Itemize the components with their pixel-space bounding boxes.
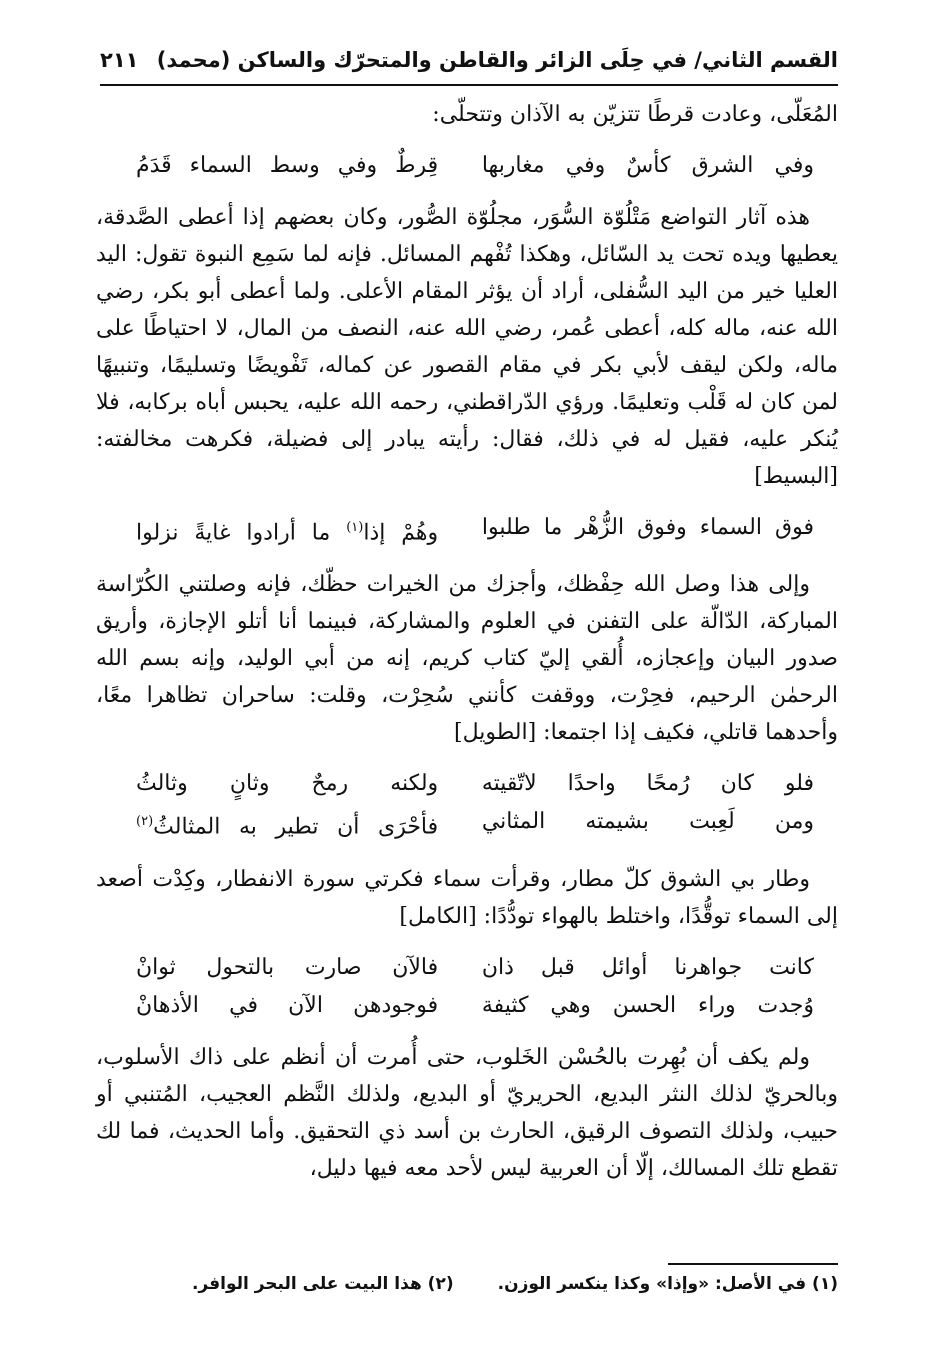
footnote-1: (١) في الأصل: «وإذا» وكذا ينكسر الوزن. [497, 1274, 838, 1294]
verse-block-1 [96, 147, 838, 185]
verse-hemistich-second [96, 803, 452, 846]
header-rule [100, 84, 838, 86]
footnote-marker-2: (٢) [136, 814, 154, 830]
verse-hemistich-first: وفي الشرق كأسٌ وفي مغاربها [481, 153, 814, 178]
paragraph-3: وإلى هذا وصل الله حِفْظك، وأجزك من الخيرات حظّك، فإنه وصلتني الكُرّاسة المباركة، الدّالّة على التفنن في العلوم والمشاركة، فبينما أنا أتلو الإجازة، وأريق صدور البيان وإعجازه، أُلقي إليّ كتاب كريم، إنه من أبي الوليد، وإنه بسم الله الرحمٰن الرحيم، فحِرْت، ووقفت كأنني سُحِرْت، وقلت: ساحران تظاهرا معًا، وأحدهما قاتلي، فكيف إذا اجتمعا: [الطويل] [96, 572, 838, 746]
verse-hemistich-first: فوق السماء وفوق الزُّهْر ما طلبوا [481, 515, 814, 540]
footnote-marker-1: (١) [346, 520, 364, 535]
footnote-2: (٢) هذا البيت على البحر الوافر. [191, 1274, 454, 1294]
paragraph-4: وطار بي الشوق كلّ مطار، وقرأت سماء فكرتي سورة الانفطار، وكِدْت أصعد إلى السماء توقُّدًا، واختلط بالهواء تودُّدًا: [الكامل] [96, 866, 838, 929]
verse-line [96, 987, 838, 1025]
verse-line [96, 803, 838, 846]
verse-block-3 [96, 765, 838, 846]
page-number: ٢١١ [100, 48, 139, 72]
verse-hemistich-second: قِرطٌ وفي وسط السماء قَدَمُ [136, 153, 439, 178]
footnote-rule [668, 1263, 838, 1265]
verse-line [96, 509, 838, 552]
verse-line [96, 147, 838, 185]
verse-hemistich-first: كانت جواهرنا أوائل قبل ذان [481, 954, 814, 980]
verse-line [96, 949, 838, 987]
paragraph-5: ولم يكف أن بُهِرت بالحُسْن الخَلوب، حتى أُمرت أن أنظم على ذاك الأسلوب، وبالحريّ لذلك النثر البديع، الحريريّ أو البديع، ولذلك النَّظم العجيب، المُتنبي أو حبيب، ولذلك التصوف الرقيق، الحارث بن أسد ذي التحقيق. وأما الحديث، فما لك تقطع تلك المسالك، إلّا أن العربية ليس لأحد معه فيها دليل، [96, 1044, 838, 1181]
verse-hemistich-first: فلو كان رُمحًا واحدًا لاتّقيته [481, 771, 814, 797]
header-title: القسم الثاني/ في حِلَى الزائر والقاطن والمتحرّك والساكن (محمد) [156, 48, 838, 72]
paragraph-2: هذه آثار التواضع مَتْلُوّة السُّوَر، مجلُوّة الصُّور، وكان بعضهم إذا أعطى الصَّدقة، يعطيها ويده تحت يد السّائل، وهكذا تُفْهم المسائل. فإنه لما سَمِع النبوة تقول: اليد العليا خير من اليد السُّفلى، أراد أن يؤثر المقام الأعلى. ولما أعطى أبو بكر، رضي الله عنه، ماله كله، أعطى عُمر، رضي الله عنه، النصف من المال، لا احتياطًا على ماله، ولكن ليقف لأبي بكر في مقام القصور عن كماله، تَفْويضًا وتسليمًا، وتنبيهًا لمن كان له قَلْب وتعليمًا. ورؤي الدّراقطني، رحمه الله عليه، يحبس أباه بركابه، فلا يُنكر عليه، فقيل له في ذلك، فقال: رأيته يبادر إلى فضيلة، فكرهت مخالفته: [البسيط] [96, 205, 838, 489]
verse-text: وهُمْ إذا [363, 520, 439, 546]
verse-line [96, 765, 838, 803]
paragraph-1: المُعَلّى، وعادت قرطًا تتزيّن به الآذان وتتحلّى: [432, 102, 838, 127]
verse-hemistich-second: ولكنه رمحٌ وثانٍ وثالثُ [136, 771, 439, 797]
verse-block-4 [96, 949, 838, 1025]
verse-block-2 [96, 509, 838, 552]
verse-hemistich-second [96, 509, 452, 552]
footnotes [96, 1274, 838, 1294]
verse-text: ما أرادوا غايةً نزلوا [136, 520, 347, 546]
verse-hemistich-second: فوجودهن الآن في الأذهانْ [136, 992, 439, 1018]
running-header [100, 42, 838, 78]
verse-hemistich-second: فالآن صارت بالتحول ثوانْ [136, 954, 439, 980]
verse-text: فأحْرَى أن تطير به المثالثُ [153, 814, 439, 840]
main-text [96, 96, 838, 1187]
verse-hemistich-first: ومن لَعِبت بشيمته المثاني [481, 809, 814, 835]
verse-hemistich-first: وُجدت وراء الحسن وهي كثيفة [481, 992, 814, 1018]
